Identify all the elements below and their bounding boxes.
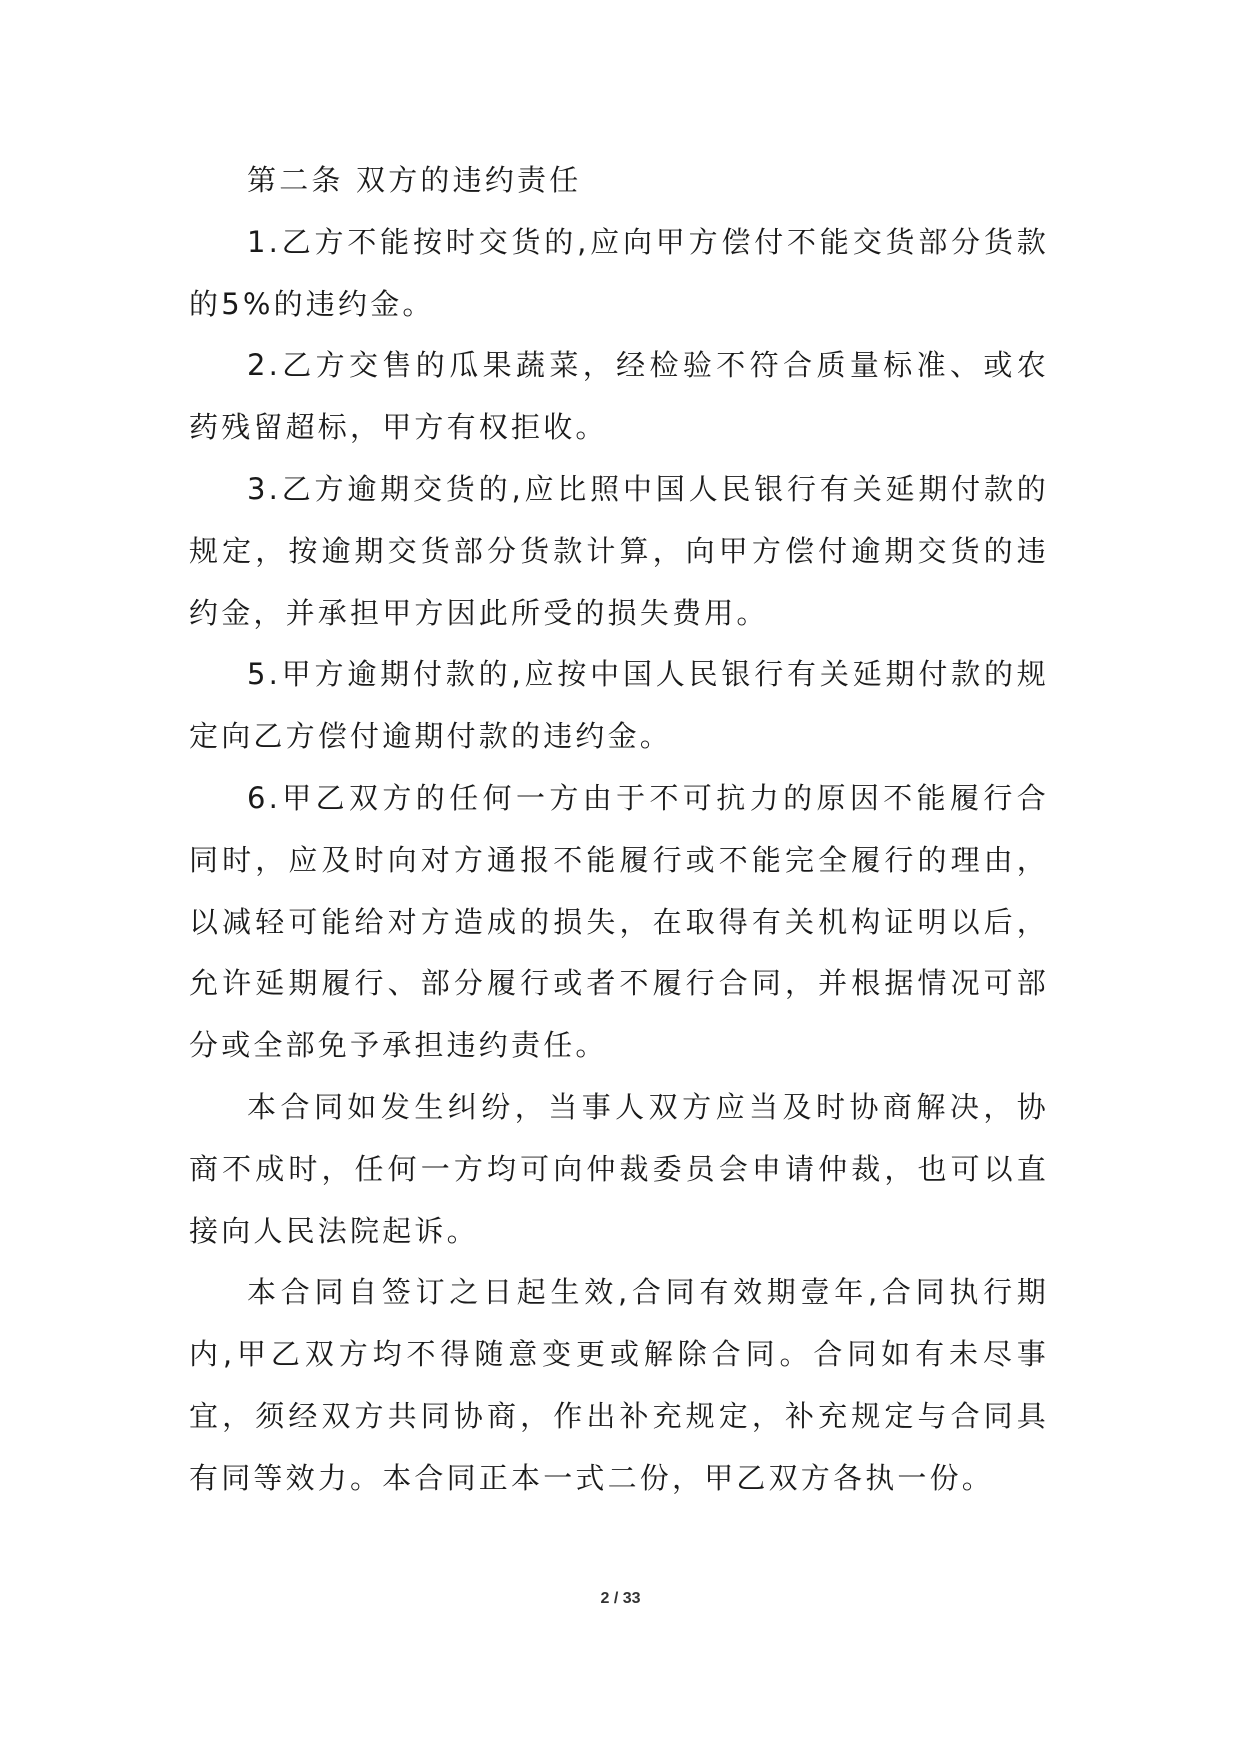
page-number: 2 / 33 xyxy=(600,1590,641,1607)
document-body xyxy=(189,150,1049,1510)
clause-paragraph: 1.乙方不能按时交货的,应向甲方偿付不能交货部分货款的5%的违约金。 xyxy=(189,224,1049,321)
clause-paragraph: 2.乙方交售的瓜果蔬菜，经检验不符合质量标准、或农药残留超标，甲方有权拒收。 xyxy=(189,348,1049,445)
section-heading: 第二条 双方的违约责任 xyxy=(247,163,582,197)
dispute-paragraph: 本合同如发生纠纷，当事人双方应当及时协商解决，协商不成时，任何一方均可向仲裁委员会申请仲裁，也可以直接向人民法院起诉。 xyxy=(189,1089,1049,1248)
effectiveness-paragraph: 本合同自签订之日起生效,合同有效期壹年,合同执行期内,甲乙双方均不得随意变更或解除合同。合同如有未尽事宜，须经双方共同协商，作出补充规定，补充规定与合同具有同等效力。本合同正本一式二份，甲乙双方各执一份。 xyxy=(189,1275,1049,1495)
clause-paragraph: 3.乙方逾期交货的,应比照中国人民银行有关延期付款的规定，按逾期交货部分货款计算，向甲方偿付逾期交货的违约金，并承担甲方因此所受的损失费用。 xyxy=(189,471,1049,630)
clause-paragraph: 5.甲方逾期付款的,应按中国人民银行有关延期付款的规定向乙方偿付逾期付款的违约金。 xyxy=(189,657,1049,754)
clause-paragraph: 6.甲乙双方的任何一方由于不可抗力的原因不能履行合同时，应及时向对方通报不能履行或不能完全履行的理由，以减轻可能给对方造成的损失，在取得有关机构证明以后，允许延期履行、部分履行或者不履行合同，并根据情况可部分或全部免予承担违约责任。 xyxy=(189,780,1049,1063)
